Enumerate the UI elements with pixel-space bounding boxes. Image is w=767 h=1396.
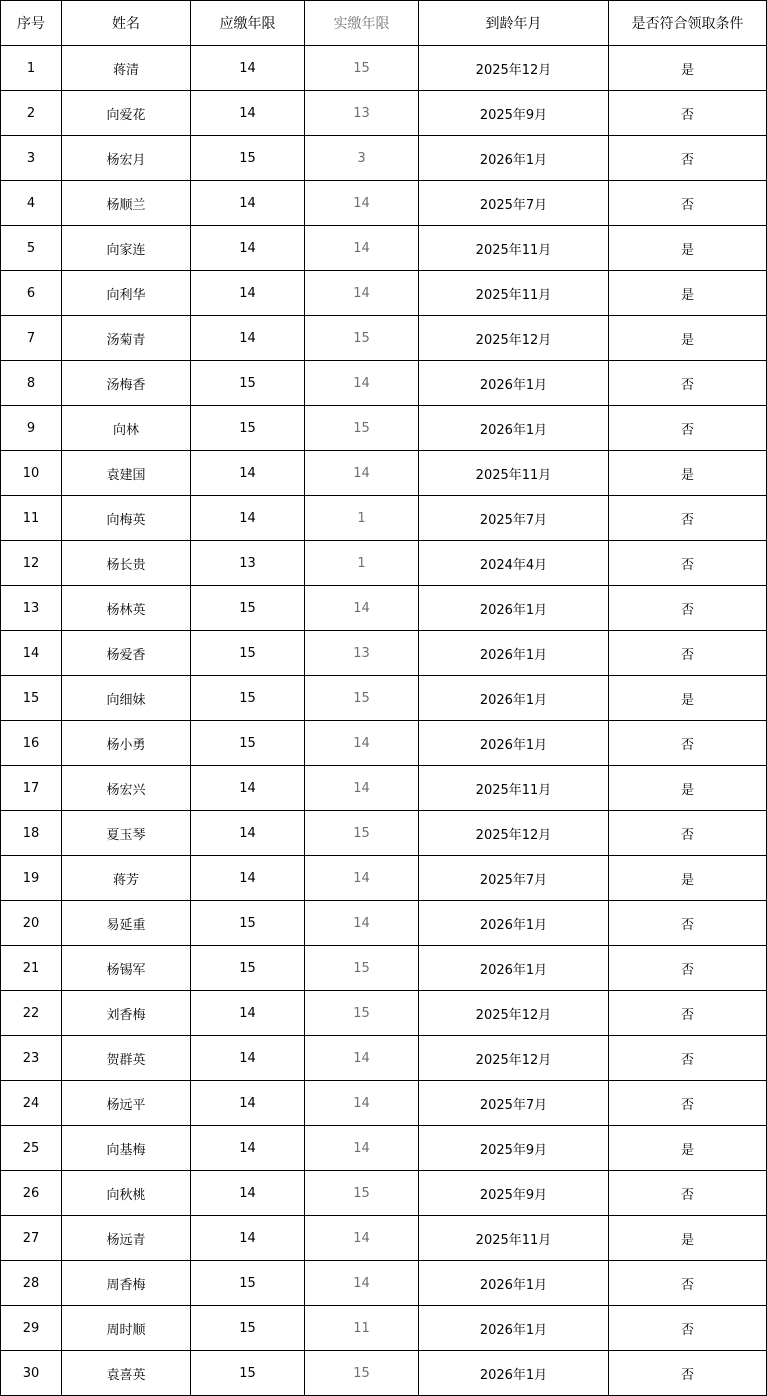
cell-paid-years: 13: [305, 631, 419, 676]
cell-eligible-date: 2026年1月: [419, 721, 609, 766]
cell-eligibility: 否: [609, 361, 767, 406]
cell-name: 向秋桃: [62, 1171, 191, 1216]
cell-name: 汤菊青: [62, 316, 191, 361]
cell-eligible-date: 2025年12月: [419, 1036, 609, 1081]
table-row: [1, 451, 767, 496]
cell-eligibility: 否: [609, 811, 767, 856]
table-row: [1, 1351, 767, 1396]
cell-eligibility: 否: [609, 631, 767, 676]
cell-required-years: 14: [191, 1081, 305, 1126]
cell-paid-years: 14: [305, 766, 419, 811]
cell-paid-years: 1: [305, 496, 419, 541]
cell-index: 30: [1, 1351, 62, 1396]
cell-name: 刘香梅: [62, 991, 191, 1036]
cell-name: 向家连: [62, 226, 191, 271]
cell-paid-years: 14: [305, 721, 419, 766]
cell-eligible-date: 2026年1月: [419, 586, 609, 631]
cell-paid-years: 15: [305, 811, 419, 856]
cell-eligible-date: 2026年1月: [419, 946, 609, 991]
cell-index: 10: [1, 451, 62, 496]
cell-index: 29: [1, 1306, 62, 1351]
table-row: [1, 181, 767, 226]
cell-eligibility: 否: [609, 1036, 767, 1081]
cell-name: 蒋芳: [62, 856, 191, 901]
cell-paid-years: 14: [305, 856, 419, 901]
cell-name: 杨宏月: [62, 136, 191, 181]
cell-name: 周香梅: [62, 1261, 191, 1306]
cell-eligibility: 否: [609, 91, 767, 136]
cell-eligibility: 否: [609, 541, 767, 586]
cell-required-years: 14: [191, 1216, 305, 1261]
table-row: [1, 586, 767, 631]
cell-name: 杨远平: [62, 1081, 191, 1126]
table-row: [1, 631, 767, 676]
cell-eligibility: 是: [609, 46, 767, 91]
cell-name: 杨小勇: [62, 721, 191, 766]
cell-eligible-date: 2026年1月: [419, 676, 609, 721]
cell-index: 15: [1, 676, 62, 721]
cell-index: 11: [1, 496, 62, 541]
cell-index: 23: [1, 1036, 62, 1081]
cell-name: 夏玉琴: [62, 811, 191, 856]
cell-paid-years: 14: [305, 226, 419, 271]
cell-eligibility: 是: [609, 766, 767, 811]
table-row: [1, 541, 767, 586]
table-row: [1, 1216, 767, 1261]
cell-required-years: 14: [191, 271, 305, 316]
cell-required-years: 15: [191, 586, 305, 631]
cell-eligible-date: 2025年12月: [419, 316, 609, 361]
cell-index: 2: [1, 91, 62, 136]
cell-paid-years: 14: [305, 361, 419, 406]
table-row: [1, 406, 767, 451]
cell-eligibility: 是: [609, 676, 767, 721]
cell-index: 28: [1, 1261, 62, 1306]
cell-name: 向基梅: [62, 1126, 191, 1171]
cell-index: 13: [1, 586, 62, 631]
cell-eligibility: 否: [609, 901, 767, 946]
cell-eligibility: 否: [609, 496, 767, 541]
cell-index: 16: [1, 721, 62, 766]
cell-eligibility: 否: [609, 1171, 767, 1216]
cell-eligibility: 否: [609, 136, 767, 181]
cell-eligible-date: 2025年12月: [419, 991, 609, 1036]
cell-eligible-date: 2025年12月: [419, 811, 609, 856]
cell-required-years: 14: [191, 856, 305, 901]
cell-index: 24: [1, 1081, 62, 1126]
cell-required-years: 15: [191, 1261, 305, 1306]
table-row: [1, 721, 767, 766]
cell-index: 26: [1, 1171, 62, 1216]
cell-index: 20: [1, 901, 62, 946]
cell-paid-years: 15: [305, 1171, 419, 1216]
cell-index: 6: [1, 271, 62, 316]
table-row: [1, 811, 767, 856]
header-paid-years: 实缴年限: [305, 1, 419, 46]
cell-eligibility: 否: [609, 1306, 767, 1351]
cell-index: 5: [1, 226, 62, 271]
cell-required-years: 15: [191, 136, 305, 181]
cell-eligible-date: 2025年11月: [419, 271, 609, 316]
cell-required-years: 15: [191, 631, 305, 676]
cell-required-years: 15: [191, 901, 305, 946]
table-row: [1, 766, 767, 811]
cell-name: 袁建国: [62, 451, 191, 496]
cell-eligibility: 否: [609, 406, 767, 451]
header-index: 序号: [1, 1, 62, 46]
cell-paid-years: 14: [305, 451, 419, 496]
cell-name: 杨锡军: [62, 946, 191, 991]
cell-eligibility: 是: [609, 856, 767, 901]
cell-eligibility: 是: [609, 451, 767, 496]
cell-index: 27: [1, 1216, 62, 1261]
cell-required-years: 14: [191, 451, 305, 496]
cell-required-years: 14: [191, 46, 305, 91]
cell-name: 汤梅香: [62, 361, 191, 406]
cell-required-years: 13: [191, 541, 305, 586]
cell-eligibility: 否: [609, 946, 767, 991]
cell-required-years: 15: [191, 361, 305, 406]
cell-required-years: 15: [191, 676, 305, 721]
cell-index: 14: [1, 631, 62, 676]
table-row: [1, 316, 767, 361]
cell-paid-years: 15: [305, 1351, 419, 1396]
cell-index: 8: [1, 361, 62, 406]
cell-name: 向林: [62, 406, 191, 451]
cell-name: 蒋清: [62, 46, 191, 91]
cell-paid-years: 1: [305, 541, 419, 586]
header-row: [1, 1, 767, 46]
cell-eligibility: 否: [609, 721, 767, 766]
cell-eligible-date: 2025年11月: [419, 451, 609, 496]
cell-required-years: 14: [191, 181, 305, 226]
table-row: [1, 361, 767, 406]
table-row: [1, 136, 767, 181]
cell-eligible-date: 2026年1月: [419, 406, 609, 451]
table-row: [1, 1261, 767, 1306]
cell-required-years: 15: [191, 1306, 305, 1351]
cell-index: 21: [1, 946, 62, 991]
cell-paid-years: 15: [305, 316, 419, 361]
cell-paid-years: 14: [305, 1081, 419, 1126]
cell-eligible-date: 2026年1月: [419, 1306, 609, 1351]
cell-eligible-date: 2025年9月: [419, 1171, 609, 1216]
cell-name: 杨宏兴: [62, 766, 191, 811]
cell-name: 杨远青: [62, 1216, 191, 1261]
cell-name: 向细妹: [62, 676, 191, 721]
cell-paid-years: 15: [305, 406, 419, 451]
cell-eligible-date: 2025年7月: [419, 181, 609, 226]
cell-index: 4: [1, 181, 62, 226]
cell-eligibility: 否: [609, 181, 767, 226]
cell-required-years: 15: [191, 721, 305, 766]
cell-eligible-date: 2026年1月: [419, 136, 609, 181]
cell-required-years: 14: [191, 991, 305, 1036]
cell-eligible-date: 2024年4月: [419, 541, 609, 586]
cell-eligible-date: 2026年1月: [419, 631, 609, 676]
cell-required-years: 14: [191, 91, 305, 136]
cell-eligibility: 是: [609, 316, 767, 361]
cell-required-years: 14: [191, 496, 305, 541]
cell-paid-years: 15: [305, 676, 419, 721]
cell-eligibility: 否: [609, 1261, 767, 1306]
cell-eligibility: 否: [609, 1351, 767, 1396]
cell-eligible-date: 2025年7月: [419, 1081, 609, 1126]
cell-required-years: 14: [191, 1126, 305, 1171]
cell-name: 周时顺: [62, 1306, 191, 1351]
cell-required-years: 15: [191, 406, 305, 451]
table-row: [1, 496, 767, 541]
cell-required-years: 14: [191, 1171, 305, 1216]
cell-paid-years: 15: [305, 46, 419, 91]
cell-eligibility: 否: [609, 1081, 767, 1126]
table-row: [1, 226, 767, 271]
cell-name: 向梅英: [62, 496, 191, 541]
table-row: [1, 676, 767, 721]
cell-required-years: 14: [191, 226, 305, 271]
table-row: [1, 991, 767, 1036]
cell-name: 杨长贵: [62, 541, 191, 586]
cell-name: 向爱花: [62, 91, 191, 136]
cell-eligibility: 是: [609, 1126, 767, 1171]
cell-eligible-date: 2025年7月: [419, 856, 609, 901]
cell-index: 18: [1, 811, 62, 856]
table-row: [1, 1126, 767, 1171]
cell-index: 17: [1, 766, 62, 811]
cell-paid-years: 14: [305, 271, 419, 316]
cell-eligible-date: 2025年11月: [419, 226, 609, 271]
cell-paid-years: 14: [305, 1216, 419, 1261]
cell-eligible-date: 2025年11月: [419, 1216, 609, 1261]
table-row: [1, 46, 767, 91]
cell-paid-years: 14: [305, 586, 419, 631]
cell-index: 22: [1, 991, 62, 1036]
cell-paid-years: 14: [305, 1126, 419, 1171]
cell-index: 3: [1, 136, 62, 181]
cell-eligibility: 是: [609, 1216, 767, 1261]
header-eligibility: 是否符合领取条件: [609, 1, 767, 46]
cell-paid-years: 14: [305, 181, 419, 226]
cell-required-years: 14: [191, 811, 305, 856]
cell-eligibility: 是: [609, 271, 767, 316]
cell-paid-years: 15: [305, 946, 419, 991]
cell-eligible-date: 2026年1月: [419, 1351, 609, 1396]
header-eligible-date: 到龄年月: [419, 1, 609, 46]
cell-index: 25: [1, 1126, 62, 1171]
cell-paid-years: 15: [305, 991, 419, 1036]
cell-eligible-date: 2025年7月: [419, 496, 609, 541]
cell-required-years: 15: [191, 1351, 305, 1396]
cell-eligible-date: 2025年9月: [419, 1126, 609, 1171]
cell-eligible-date: 2026年1月: [419, 901, 609, 946]
cell-paid-years: 3: [305, 136, 419, 181]
cell-paid-years: 13: [305, 91, 419, 136]
cell-paid-years: 14: [305, 901, 419, 946]
cell-eligible-date: 2025年11月: [419, 766, 609, 811]
cell-required-years: 14: [191, 1036, 305, 1081]
cell-eligible-date: 2026年1月: [419, 1261, 609, 1306]
table-row: [1, 1081, 767, 1126]
table-row: [1, 946, 767, 991]
table-row: [1, 1036, 767, 1081]
cell-name: 袁喜英: [62, 1351, 191, 1396]
table-row: [1, 856, 767, 901]
cell-eligibility: 是: [609, 226, 767, 271]
cell-eligible-date: 2025年9月: [419, 91, 609, 136]
table-body: [1, 46, 767, 1396]
cell-paid-years: 14: [305, 1036, 419, 1081]
cell-name: 杨顺兰: [62, 181, 191, 226]
cell-index: 7: [1, 316, 62, 361]
table-row: [1, 91, 767, 136]
cell-required-years: 14: [191, 766, 305, 811]
cell-eligibility: 否: [609, 991, 767, 1036]
cell-paid-years: 14: [305, 1261, 419, 1306]
table-row: [1, 901, 767, 946]
cell-name: 向利华: [62, 271, 191, 316]
cell-paid-years: 11: [305, 1306, 419, 1351]
cell-name: 易延重: [62, 901, 191, 946]
cell-index: 9: [1, 406, 62, 451]
table-row: [1, 1306, 767, 1351]
cell-name: 杨爱香: [62, 631, 191, 676]
cell-index: 1: [1, 46, 62, 91]
cell-required-years: 15: [191, 946, 305, 991]
cell-eligibility: 否: [609, 586, 767, 631]
cell-required-years: 14: [191, 316, 305, 361]
cell-eligible-date: 2026年1月: [419, 361, 609, 406]
table-row: [1, 1171, 767, 1216]
cell-name: 杨林英: [62, 586, 191, 631]
cell-index: 19: [1, 856, 62, 901]
cell-name: 贺群英: [62, 1036, 191, 1081]
table-row: [1, 271, 767, 316]
cell-eligible-date: 2025年12月: [419, 46, 609, 91]
header-required-years: 应缴年限: [191, 1, 305, 46]
cell-index: 12: [1, 541, 62, 586]
header-name: 姓名: [62, 1, 191, 46]
